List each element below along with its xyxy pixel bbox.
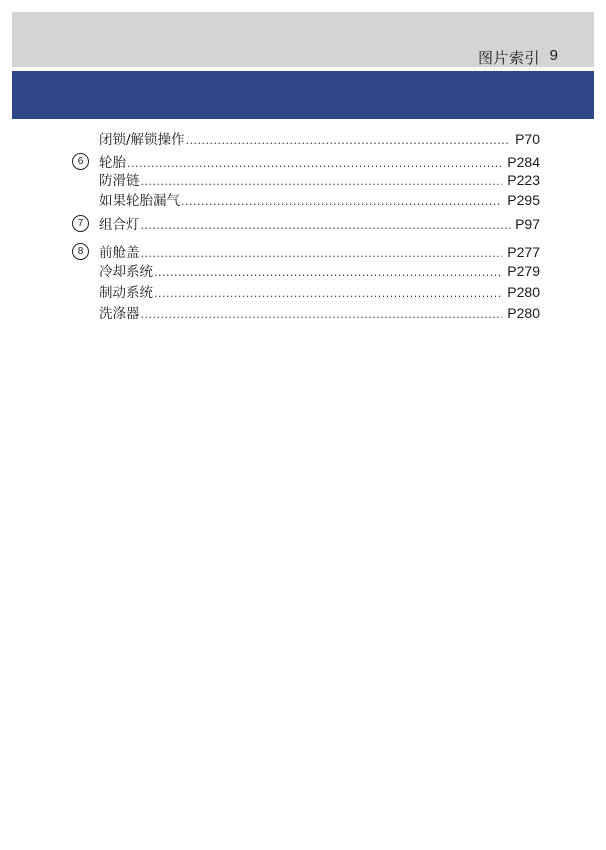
leader-dots: [140, 306, 503, 324]
leader-dots: [140, 245, 503, 263]
entry-label: 闭锁/解锁操作: [99, 132, 185, 148]
entry-label: 制动系统: [99, 285, 153, 301]
header-band: [12, 71, 594, 119]
callout-marker-7: 7: [72, 215, 89, 232]
entry-label: 洗涤器: [99, 306, 140, 322]
entry-label: 组合灯: [99, 217, 140, 233]
entry-page-ref: P280: [507, 305, 540, 321]
leader-dots: [185, 132, 511, 150]
index-entry-lock-unlock[interactable]: [99, 130, 540, 148]
entry-page-ref: P70: [515, 131, 540, 147]
index-entry-cooling-system[interactable]: [99, 262, 540, 280]
index-entry-tires[interactable]: [99, 153, 540, 171]
index-entry-combination-lights[interactable]: [99, 215, 540, 233]
entry-page-ref: P280: [507, 284, 540, 300]
leader-dots: [180, 193, 502, 211]
index-entry-brake-system[interactable]: [99, 283, 540, 301]
entry-label: 如果轮胎漏气: [99, 193, 180, 209]
page-number: 9: [549, 47, 558, 64]
entry-page-ref: P97: [515, 216, 540, 232]
callout-marker-6: 6: [72, 153, 89, 170]
leader-dots: [140, 217, 511, 235]
index-entry-snow-chains[interactable]: [99, 171, 540, 189]
entry-label: 轮胎: [99, 155, 126, 171]
index-entry-washer[interactable]: [99, 304, 540, 322]
entry-page-ref: P295: [507, 192, 540, 208]
leader-dots: [140, 173, 503, 191]
index-entry-flat-tire[interactable]: [99, 191, 540, 209]
leader-dots: [153, 285, 502, 303]
entry-label: 防滑链: [99, 173, 140, 189]
entry-page-ref: P223: [507, 172, 540, 188]
section-title: 图片索引: [477, 49, 540, 67]
entry-page-ref: P277: [507, 244, 540, 260]
entry-page-ref: P279: [507, 263, 540, 279]
leader-dots: [153, 264, 502, 282]
entry-label: 前舱盖: [99, 245, 140, 261]
entry-page-ref: P284: [507, 154, 540, 170]
callout-marker-8: 8: [72, 243, 89, 260]
index-entry-hood[interactable]: [99, 243, 540, 261]
entry-label: 冷却系统: [99, 264, 153, 280]
